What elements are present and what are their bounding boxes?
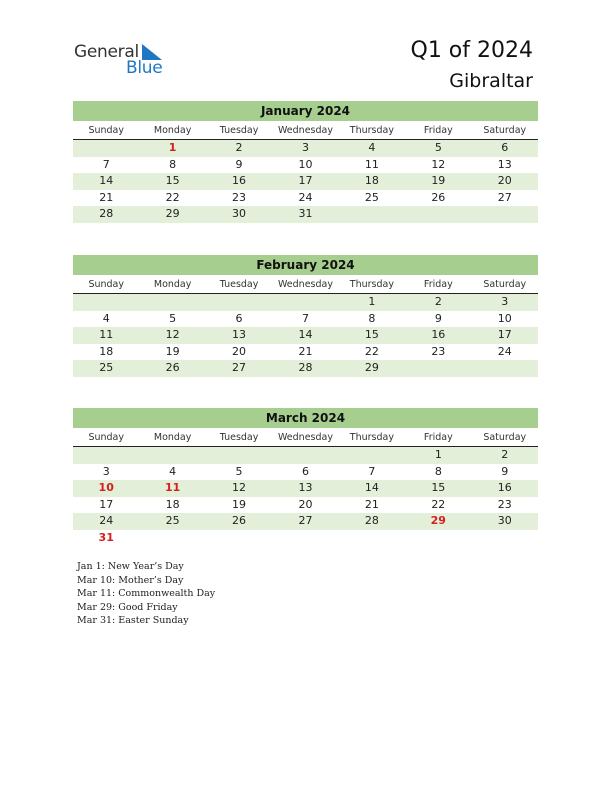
day-cell: 22: [165, 190, 180, 204]
day-cell: [472, 360, 538, 377]
day-cell: [272, 447, 338, 464]
day-cell: 31: [98, 530, 114, 544]
weekday-label: Thursday: [349, 432, 394, 443]
day-cell: 29: [430, 514, 446, 527]
day-cell: 6: [235, 311, 243, 325]
week-row: [73, 311, 538, 328]
week-row: [73, 480, 538, 497]
day-cell: 24: [298, 190, 313, 204]
day-cell: 31: [298, 207, 313, 220]
day-cell: 15: [431, 481, 446, 494]
day-cell: 25: [364, 190, 379, 204]
weekday-label: Wednesday: [277, 125, 333, 136]
day-cell: [405, 530, 471, 547]
day-cell: 14: [99, 174, 114, 187]
month-header: January 2024: [73, 101, 538, 121]
page-title: Q1 of 2024: [410, 38, 533, 63]
day-cell: 10: [98, 481, 114, 494]
weekday-label: Tuesday: [219, 279, 259, 290]
day-cell: 27: [497, 190, 512, 204]
weekday-label: Sunday: [88, 432, 124, 443]
day-cell: [472, 530, 538, 547]
day-cell: 12: [165, 328, 180, 341]
week-row: [73, 464, 538, 481]
day-cell: 30: [497, 514, 512, 527]
weekday-header-row: [73, 430, 538, 447]
day-cell: 20: [232, 344, 247, 358]
day-cell: 8: [169, 157, 177, 171]
day-cell: [206, 294, 272, 311]
day-cell: 25: [99, 361, 114, 374]
day-cell: 7: [368, 464, 376, 478]
country-name: Gibraltar: [449, 70, 533, 92]
holiday-item: Mar 10: Mother’s Day: [77, 574, 184, 586]
day-cell: 27: [298, 514, 313, 527]
weekday-header-row: [73, 123, 538, 140]
day-cell: 12: [232, 481, 247, 494]
day-cell: 4: [169, 464, 177, 478]
day-cell: [405, 206, 471, 223]
day-cell: 6: [501, 141, 509, 154]
day-cell: 20: [298, 497, 313, 511]
day-cell: 25: [165, 514, 180, 527]
day-cell: 2: [235, 141, 243, 154]
day-cell: [272, 294, 338, 311]
week-row: [73, 497, 538, 514]
day-cell: 5: [169, 311, 177, 325]
day-cell: [206, 447, 272, 464]
weekday-label: Saturday: [483, 279, 527, 290]
day-cell: 7: [301, 311, 309, 325]
day-cell: 8: [368, 311, 376, 325]
month-march: [73, 408, 538, 546]
day-cell: 24: [497, 344, 512, 358]
day-cell: 21: [364, 497, 379, 511]
day-cell: 26: [431, 190, 446, 204]
day-cell: [339, 447, 405, 464]
day-cell: 5: [235, 464, 243, 478]
weekday-label: Monday: [153, 279, 192, 290]
month-february: [73, 255, 538, 377]
day-cell: [339, 530, 405, 547]
day-cell: 10: [497, 311, 512, 325]
day-cell: [139, 447, 205, 464]
logo: [74, 42, 184, 78]
weekday-label: Monday: [153, 125, 192, 136]
weekday-label: Wednesday: [277, 432, 333, 443]
week-row: [73, 157, 538, 174]
month-header: February 2024: [73, 255, 538, 275]
holiday-item: Mar 11: Commonwealth Day: [77, 588, 216, 599]
month-january: [73, 101, 538, 223]
weeks-container: [73, 294, 538, 377]
day-cell: 11: [364, 157, 379, 171]
day-cell: 10: [298, 157, 313, 171]
day-cell: 13: [497, 157, 512, 171]
week-row: [73, 206, 538, 223]
weekday-header-row: [73, 277, 538, 294]
day-cell: 18: [99, 344, 114, 358]
day-cell: 19: [232, 497, 247, 511]
day-cell: [472, 206, 538, 223]
day-cell: 7: [102, 157, 110, 171]
week-row: [73, 190, 538, 207]
day-cell: 8: [434, 464, 442, 478]
day-cell: 2: [434, 295, 442, 308]
day-cell: 17: [99, 497, 114, 511]
day-cell: 6: [301, 464, 309, 478]
weekday-label: Saturday: [483, 432, 527, 443]
weeks-container: [73, 447, 538, 546]
week-row: [73, 173, 538, 190]
day-cell: [73, 140, 139, 157]
day-cell: 21: [99, 190, 114, 204]
day-cell: 19: [165, 344, 180, 358]
day-cell: 12: [431, 157, 446, 171]
week-row: [73, 360, 538, 377]
logo-blue-text: Blue: [126, 58, 163, 78]
day-cell: 29: [364, 361, 379, 374]
day-cell: 23: [232, 190, 247, 204]
day-cell: 20: [497, 174, 512, 187]
week-row: [73, 140, 538, 157]
weekday-label: Thursday: [349, 125, 394, 136]
day-cell: 23: [431, 344, 446, 358]
day-cell: 3: [501, 295, 509, 308]
weekday-label: Sunday: [88, 125, 124, 136]
day-cell: [272, 530, 338, 547]
day-cell: [73, 447, 139, 464]
day-cell: 21: [298, 344, 313, 358]
holiday-list: [77, 560, 215, 628]
day-cell: 30: [232, 207, 247, 220]
weekday-label: Saturday: [483, 125, 527, 136]
day-cell: 11: [164, 481, 181, 494]
day-cell: 24: [99, 514, 114, 527]
month-header: March 2024: [73, 408, 538, 428]
day-cell: 27: [232, 361, 247, 374]
weekday-label: Thursday: [349, 279, 394, 290]
weeks-container: [73, 140, 538, 223]
day-cell: [139, 294, 205, 311]
day-cell: 14: [364, 481, 379, 494]
day-cell: 16: [232, 174, 247, 187]
day-cell: [339, 206, 405, 223]
weekday-label: Friday: [423, 432, 453, 443]
day-cell: 9: [501, 464, 509, 478]
day-cell: 28: [99, 207, 114, 220]
day-cell: 18: [364, 174, 379, 187]
day-cell: 2: [501, 448, 509, 461]
day-cell: [206, 530, 272, 547]
week-row: [73, 530, 538, 547]
day-cell: [139, 530, 205, 547]
day-cell: 22: [364, 344, 379, 358]
weekday-label: Friday: [423, 279, 453, 290]
weekday-label: Sunday: [88, 279, 124, 290]
week-row: [73, 294, 538, 311]
day-cell: 9: [434, 311, 442, 325]
day-cell: 15: [165, 174, 180, 187]
week-row: [73, 447, 538, 464]
day-cell: 17: [298, 174, 313, 187]
day-cell: 11: [99, 328, 114, 341]
day-cell: 16: [497, 481, 512, 494]
day-cell: 5: [434, 141, 442, 154]
day-cell: 17: [497, 328, 512, 341]
week-row: [73, 513, 538, 530]
weekday-label: Wednesday: [277, 279, 333, 290]
day-cell: 22: [431, 497, 446, 511]
day-cell: 23: [497, 497, 512, 511]
day-cell: 28: [298, 361, 313, 374]
day-cell: 3: [301, 141, 309, 154]
day-cell: 3: [102, 464, 110, 478]
day-cell: 13: [232, 328, 247, 341]
day-cell: 29: [165, 207, 180, 220]
day-cell: 9: [235, 157, 243, 171]
weekday-label: Tuesday: [219, 125, 259, 136]
day-cell: 19: [431, 174, 446, 187]
weekday-label: Tuesday: [219, 432, 259, 443]
holiday-item: Mar 31: Easter Sunday: [77, 615, 189, 626]
day-cell: [73, 294, 139, 311]
day-cell: 4: [102, 311, 110, 325]
day-cell: 18: [165, 497, 180, 511]
week-row: [73, 344, 538, 361]
day-cell: 26: [232, 514, 247, 527]
day-cell: 1: [434, 448, 442, 461]
day-cell: 4: [368, 141, 376, 154]
weekday-label: Monday: [153, 432, 192, 443]
logo-general-text: General: [74, 42, 139, 62]
day-cell: 15: [364, 328, 379, 341]
day-cell: 1: [368, 295, 376, 308]
day-cell: 1: [168, 141, 177, 154]
day-cell: [405, 360, 471, 377]
week-row: [73, 327, 538, 344]
day-cell: 26: [165, 361, 180, 374]
day-cell: 28: [364, 514, 379, 527]
day-cell: 13: [298, 481, 313, 494]
weekday-label: Friday: [423, 125, 453, 136]
holiday-item: Mar 29: Good Friday: [77, 601, 178, 613]
holiday-item: Jan 1: New Year’s Day: [77, 561, 184, 572]
day-cell: 14: [298, 328, 313, 341]
day-cell: 16: [431, 328, 446, 341]
